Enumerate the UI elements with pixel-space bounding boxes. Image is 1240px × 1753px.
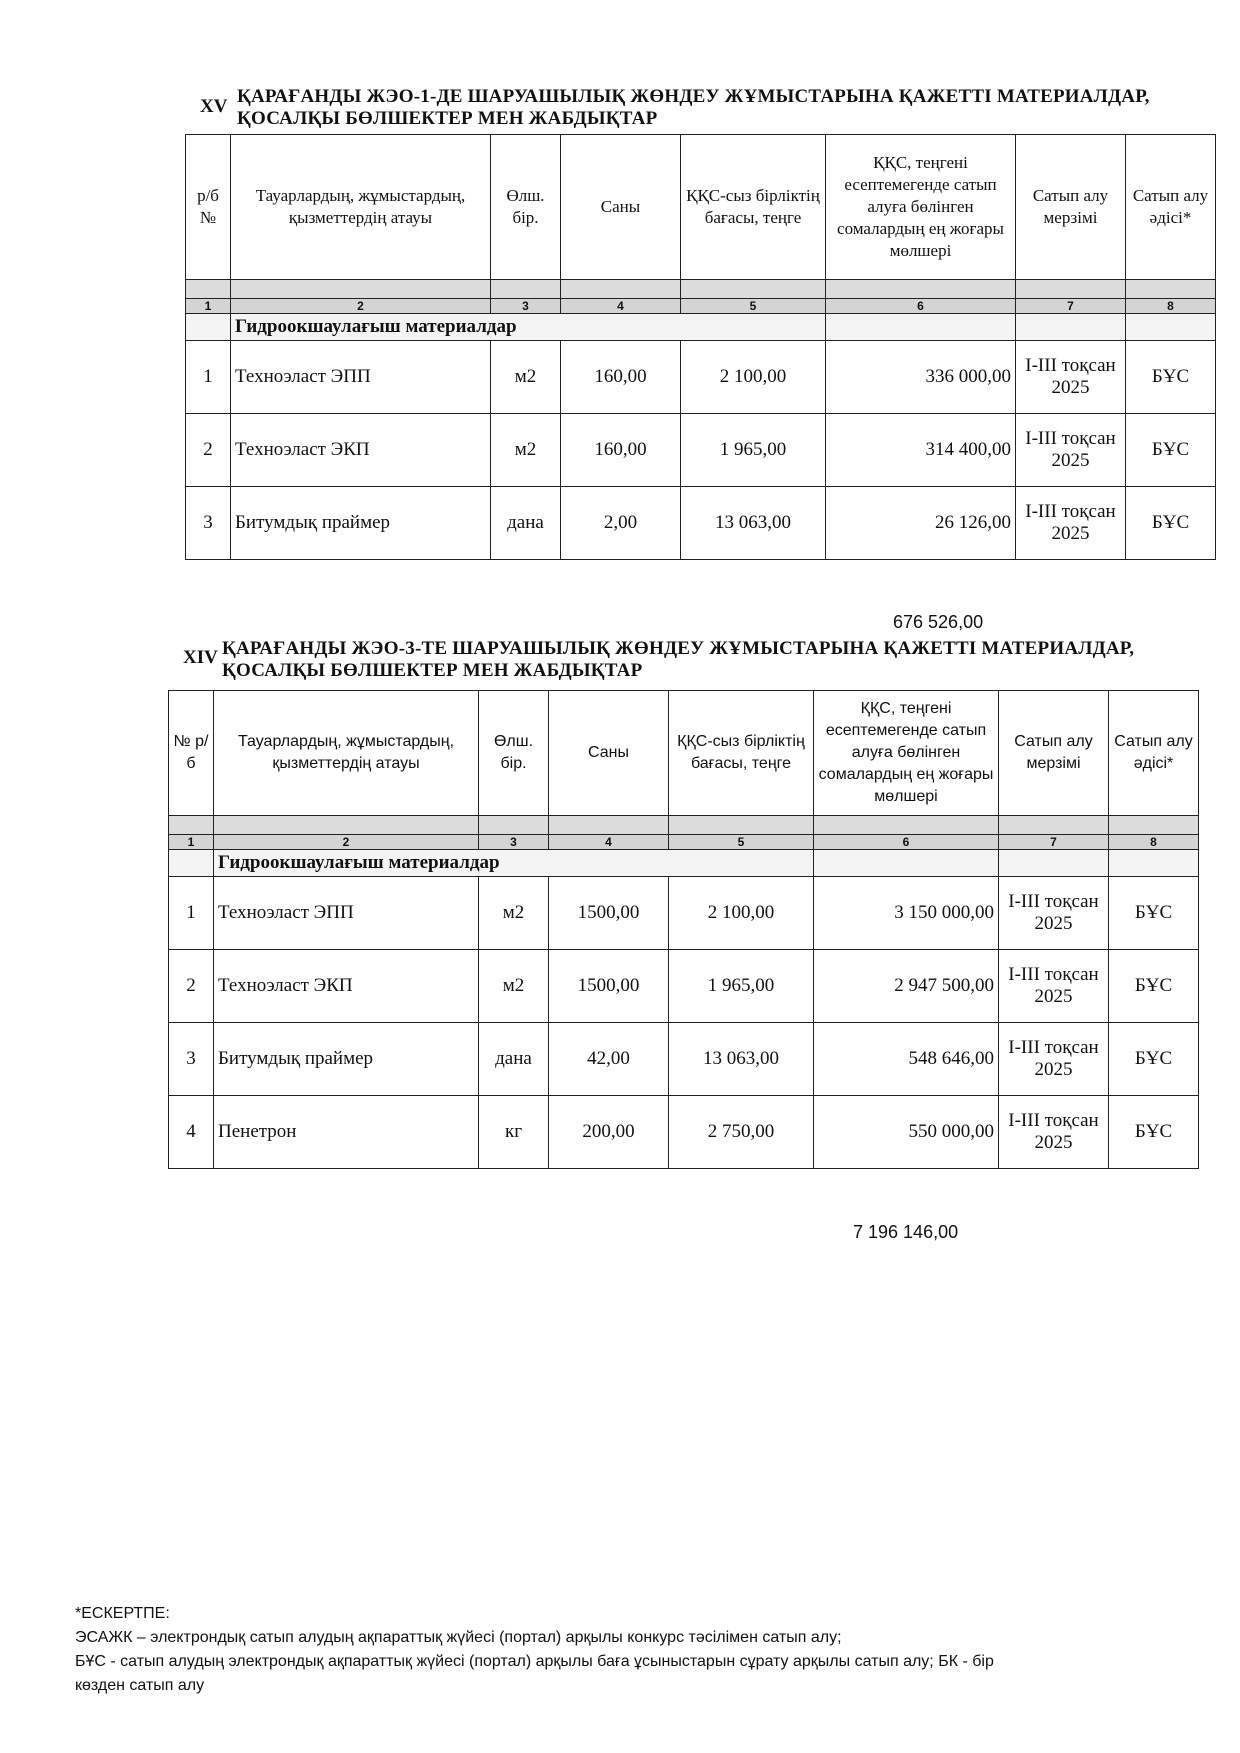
column-number: 6 <box>814 835 999 850</box>
item-unit-price: 2 100,00 <box>669 877 814 950</box>
item-name: Битумдық праймер <box>214 1023 479 1096</box>
procurement-table <box>185 134 1216 560</box>
item-unit-price: 1 965,00 <box>669 950 814 1023</box>
item-unit: кг <box>479 1096 549 1169</box>
table-row <box>186 341 1216 414</box>
header-cell: Саны <box>561 135 681 280</box>
item-quantity: 160,00 <box>561 341 681 414</box>
header-row <box>186 135 1216 280</box>
row-number: 2 <box>169 950 214 1023</box>
column-number: 3 <box>491 299 561 314</box>
table-row <box>169 1023 1199 1096</box>
column-number: 5 <box>669 835 814 850</box>
item-quantity: 1500,00 <box>549 877 669 950</box>
item-sum: 2 947 500,00 <box>814 950 999 1023</box>
item-method: БҰС <box>1126 341 1216 414</box>
column-number-row <box>186 299 1216 314</box>
header-cell: Сатып алу әдісі* <box>1109 691 1199 816</box>
table-row <box>169 877 1199 950</box>
column-number: 8 <box>1109 835 1199 850</box>
group-row <box>169 850 1199 877</box>
column-number: 1 <box>186 299 231 314</box>
item-quantity: 2,00 <box>561 487 681 560</box>
header-cell: Өлш. бір. <box>491 135 561 280</box>
item-method: БҰС <box>1109 950 1199 1023</box>
item-unit: дана <box>479 1023 549 1096</box>
table-row <box>169 1096 1199 1169</box>
section-total: 7 196 146,00 <box>853 1222 959 1242</box>
header-cell: ҚҚС-сыз бірліктің бағасы, теңге <box>681 135 826 280</box>
column-number: 6 <box>826 299 1016 314</box>
table-row <box>186 414 1216 487</box>
item-unit-price: 2 100,00 <box>681 341 826 414</box>
header-cell: Өлш. бір. <box>479 691 549 816</box>
row-number: 3 <box>169 1023 214 1096</box>
section-title-line2: ҚОСАЛҚЫ БӨЛШЕКТЕР МЕН ЖАБДЫҚТАР <box>237 108 658 129</box>
group-label: Гидроокшаулағыш материалдар <box>214 850 814 877</box>
header-cell: Сатып алу мерзімі <box>999 691 1109 816</box>
section-total: 676 526,00 <box>893 612 984 632</box>
header-cell: р/б № <box>186 135 231 280</box>
item-name: Пенетрон <box>214 1096 479 1169</box>
item-method: БҰС <box>1109 877 1199 950</box>
column-number: 1 <box>169 835 214 850</box>
section-title-line1: ҚАРАҒАНДЫ ЖЭО-3-ТЕ ШАРУАШЫЛЫҚ ЖӨНДЕУ ЖҰМЫСТАРЫНА ҚАЖЕТТІ МАТЕРИАЛДАР, <box>222 638 1135 659</box>
header-cell: Тауарлардың, жұмыстардың, қызметтердің атауы <box>214 691 479 816</box>
header-cell: Тауарлардың, жұмыстардың, қызметтердің атауы <box>231 135 491 280</box>
item-period: I-III тоқсан 2025 <box>1016 341 1126 414</box>
item-name: Техноэласт ЭПП <box>231 341 491 414</box>
footnote-title: *ЕСКЕРТПЕ: <box>75 1605 170 1622</box>
item-period: I-III тоқсан 2025 <box>999 950 1109 1023</box>
item-method: БҰС <box>1109 1023 1199 1096</box>
footnote-line: ЭСАЖК – электрондық сатып алудың ақпараттық жүйесі (портал) арқылы конкурс тәсілімен сатып алу; <box>75 1629 842 1646</box>
header-cell: Сатып алу әдісі* <box>1126 135 1216 280</box>
item-period: I-III тоқсан 2025 <box>999 877 1109 950</box>
section-title <box>237 86 1187 130</box>
item-method: БҰС <box>1109 1096 1199 1169</box>
section-number: XV <box>200 96 228 117</box>
item-quantity: 42,00 <box>549 1023 669 1096</box>
item-unit-price: 2 750,00 <box>669 1096 814 1169</box>
group-row <box>186 314 1216 341</box>
footnote-line: көзден сатып алу <box>75 1677 205 1694</box>
item-unit: м2 <box>491 341 561 414</box>
table-row <box>169 950 1199 1023</box>
item-period: I-III тоқсан 2025 <box>1016 487 1126 560</box>
section-title <box>222 638 1182 682</box>
group-label: Гидроокшаулағыш материалдар <box>231 314 826 341</box>
header-cell: Саны <box>549 691 669 816</box>
section-title-line1: ҚАРАҒАНДЫ ЖЭО-1-ДЕ ШАРУАШЫЛЫҚ ЖӨНДЕУ ЖҰМЫСТАРЫНА ҚАЖЕТТІ МАТЕРИАЛДАР, <box>237 86 1150 107</box>
column-number: 4 <box>561 299 681 314</box>
table-row <box>186 487 1216 560</box>
item-quantity: 1500,00 <box>549 950 669 1023</box>
footnote-line: БҰС - сатып алудың электрондық ақпараттық жүйесі (портал) арқылы баға ұсыныстарын сұрату арқылы сатып алу; БК - бір <box>75 1653 994 1670</box>
column-number: 4 <box>549 835 669 850</box>
row-number: 1 <box>186 341 231 414</box>
footnote <box>75 1602 1075 1698</box>
header-cell: Сатып алу мерзімі <box>1016 135 1126 280</box>
item-method: БҰС <box>1126 414 1216 487</box>
column-number: 3 <box>479 835 549 850</box>
shaded-row <box>186 280 1216 299</box>
item-name: Битумдық праймер <box>231 487 491 560</box>
column-number: 2 <box>214 835 479 850</box>
header-cell: ҚҚС, теңгені есептемегенде сатып алуға бөлінген сомалардың ең жоғары мөлшері <box>814 691 999 816</box>
item-unit: дана <box>491 487 561 560</box>
section-number: XIV <box>183 647 218 668</box>
column-number: 2 <box>231 299 491 314</box>
item-name: Техноэласт ЭКП <box>231 414 491 487</box>
row-number: 2 <box>186 414 231 487</box>
item-unit-price: 13 063,00 <box>669 1023 814 1096</box>
item-quantity: 160,00 <box>561 414 681 487</box>
item-unit-price: 1 965,00 <box>681 414 826 487</box>
item-period: I-III тоқсан 2025 <box>999 1096 1109 1169</box>
row-number: 4 <box>169 1096 214 1169</box>
header-row <box>169 691 1199 816</box>
item-unit-price: 13 063,00 <box>681 487 826 560</box>
item-period: I-III тоқсан 2025 <box>999 1023 1109 1096</box>
item-method: БҰС <box>1126 487 1216 560</box>
item-name: Техноэласт ЭКП <box>214 950 479 1023</box>
column-number: 7 <box>1016 299 1126 314</box>
item-unit: м2 <box>479 877 549 950</box>
item-quantity: 200,00 <box>549 1096 669 1169</box>
header-cell: № р/б <box>169 691 214 816</box>
procurement-table <box>168 690 1199 1169</box>
row-number: 3 <box>186 487 231 560</box>
header-cell: ҚҚС-сыз бірліктің бағасы, теңге <box>669 691 814 816</box>
column-number-row <box>169 835 1199 850</box>
item-sum: 548 646,00 <box>814 1023 999 1096</box>
item-sum: 550 000,00 <box>814 1096 999 1169</box>
item-unit: м2 <box>479 950 549 1023</box>
column-number: 7 <box>999 835 1109 850</box>
item-name: Техноэласт ЭПП <box>214 877 479 950</box>
header-cell: ҚҚС, теңгені есептемегенде сатып алуға бөлінген сомалардың ең жоғары мөлшері <box>826 135 1016 280</box>
item-sum: 314 400,00 <box>826 414 1016 487</box>
item-sum: 26 126,00 <box>826 487 1016 560</box>
column-number: 8 <box>1126 299 1216 314</box>
row-number: 1 <box>169 877 214 950</box>
item-unit: м2 <box>491 414 561 487</box>
section-title-line2: ҚОСАЛҚЫ БӨЛШЕКТЕР МЕН ЖАБДЫҚТАР <box>222 660 643 681</box>
item-period: I-III тоқсан 2025 <box>1016 414 1126 487</box>
item-sum: 336 000,00 <box>826 341 1016 414</box>
shaded-row <box>169 816 1199 835</box>
column-number: 5 <box>681 299 826 314</box>
item-sum: 3 150 000,00 <box>814 877 999 950</box>
